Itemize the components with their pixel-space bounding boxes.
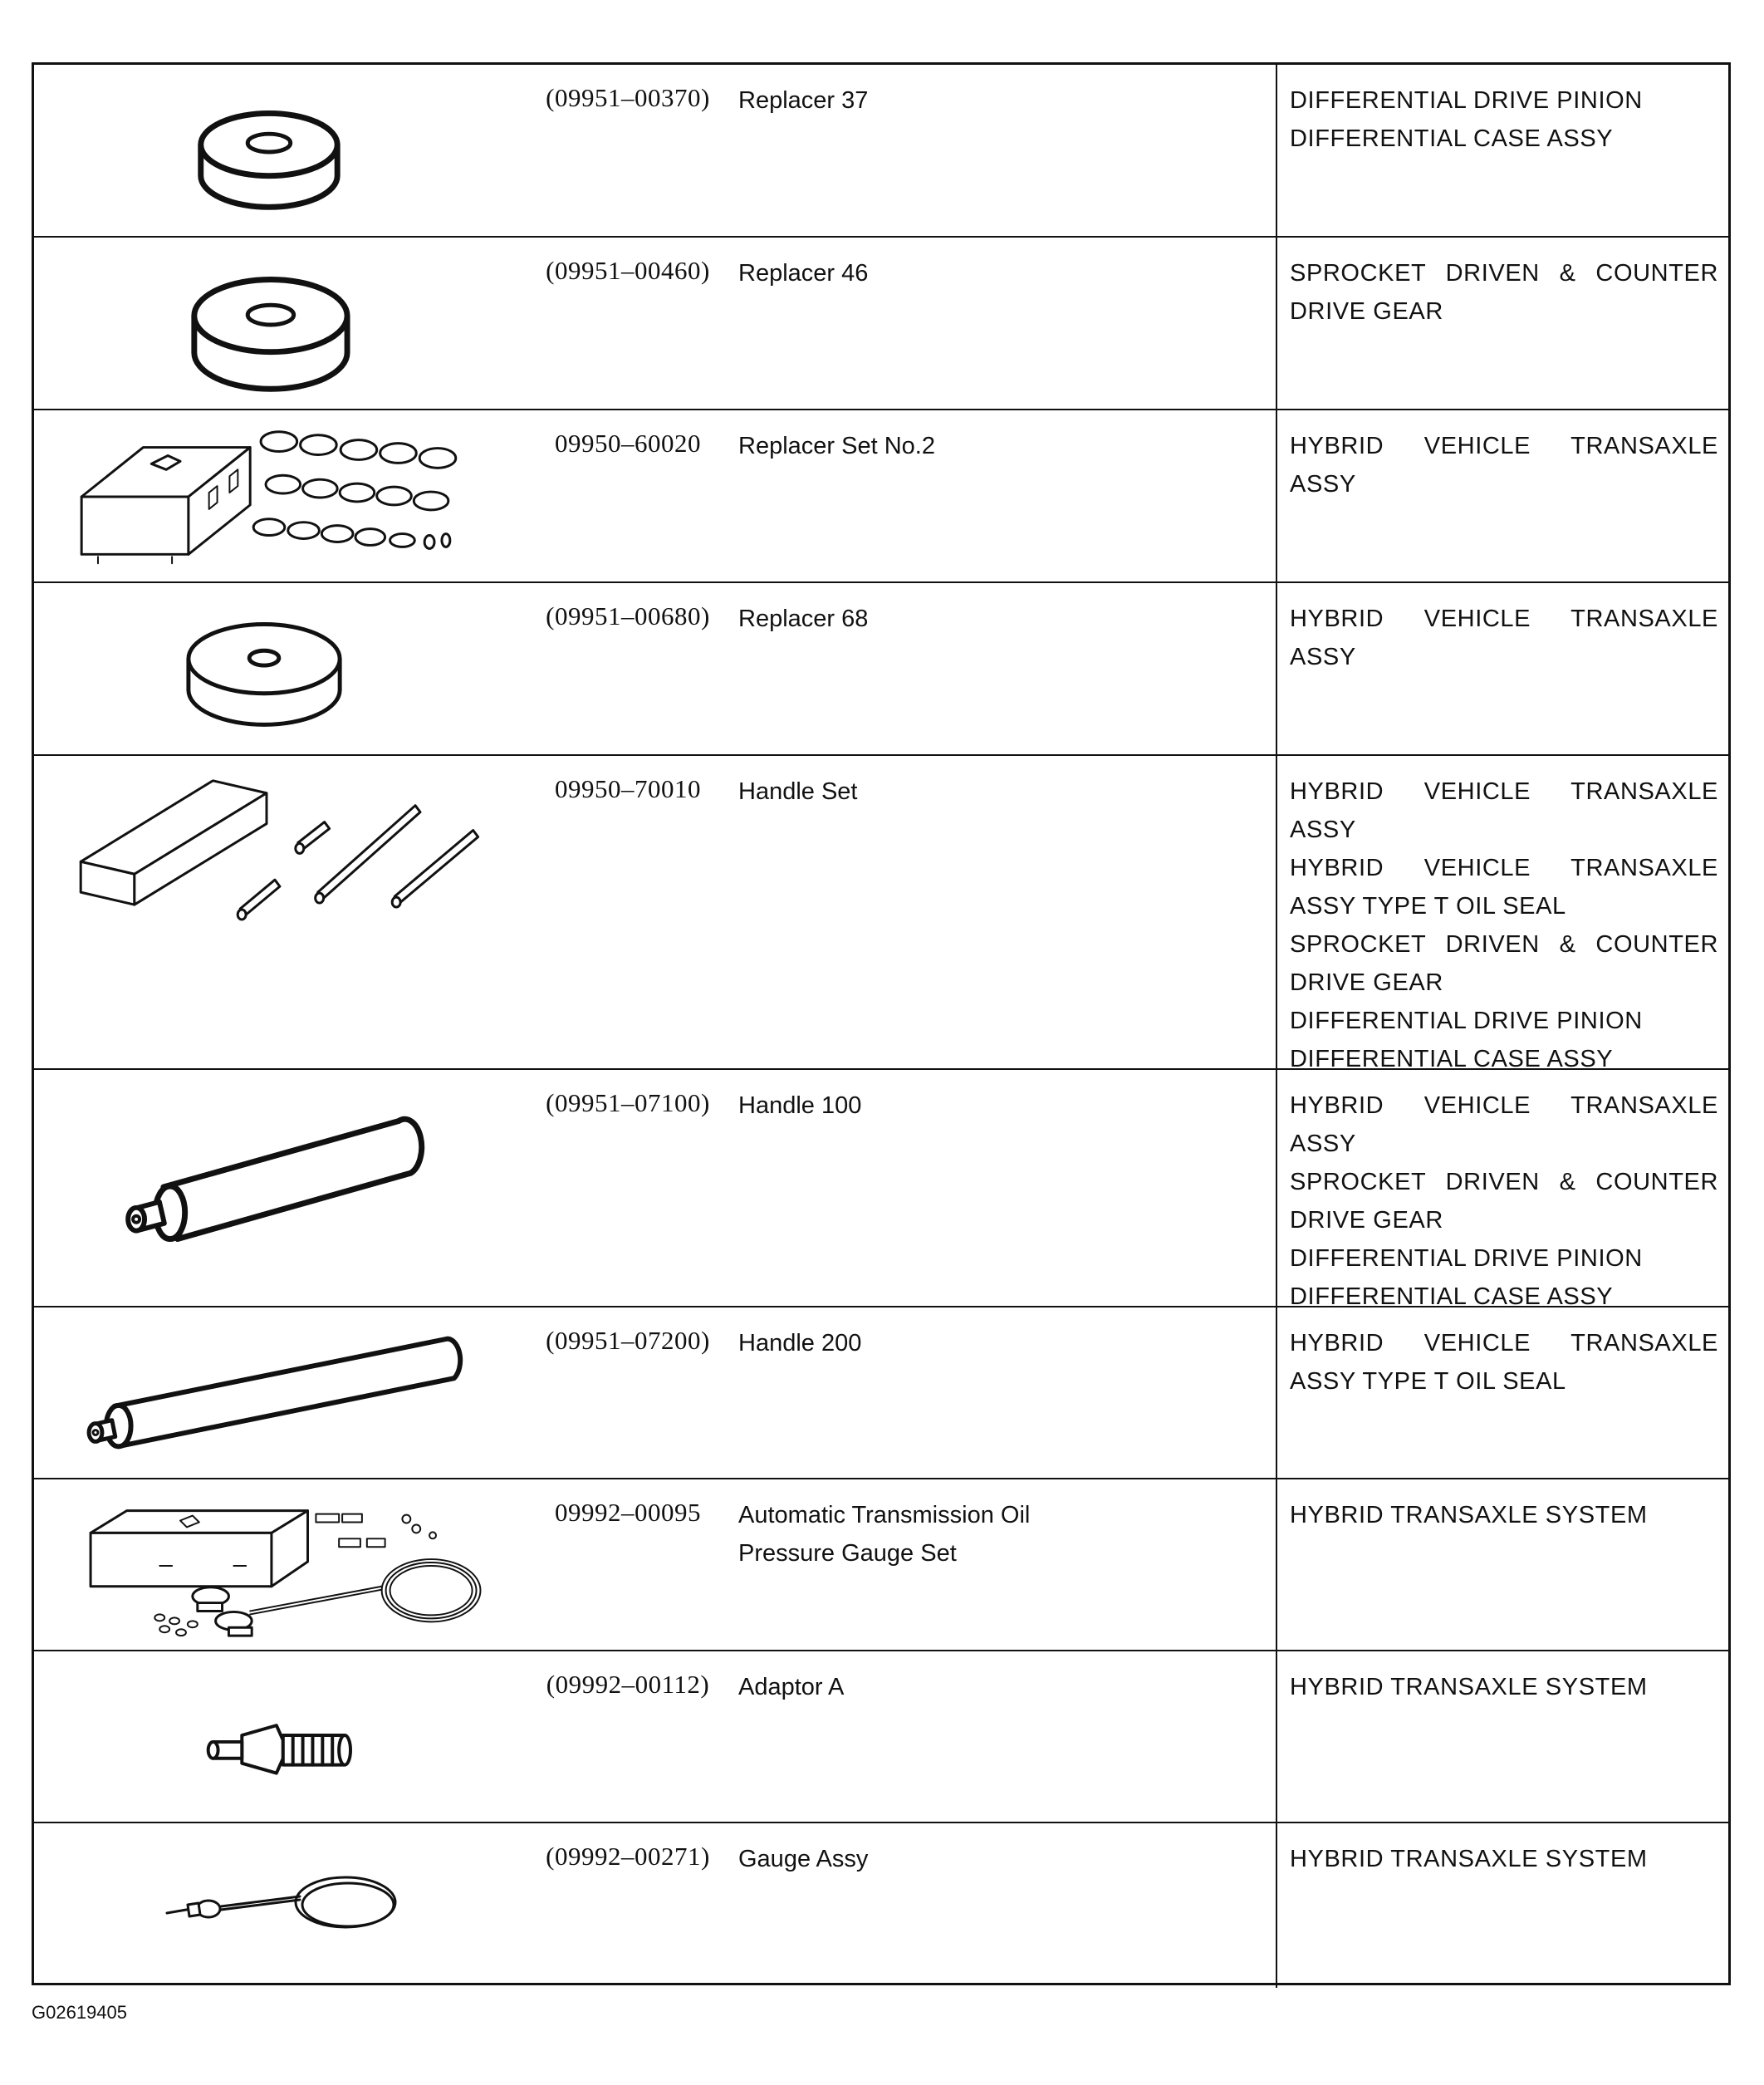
tool-name: [738, 1496, 1253, 1572]
usage-list: [1290, 600, 1718, 676]
usage-line: ASSY TYPE T OIL SEAL: [1290, 1368, 1566, 1395]
tool-name-line: Handle 200: [738, 1330, 862, 1356]
tool-name: [738, 254, 1253, 292]
tool-name: [738, 427, 1253, 465]
part-number: 09950–60020: [555, 429, 701, 458]
usage-list: [1290, 773, 1718, 1078]
usage-line: ASSY: [1290, 1131, 1356, 1157]
usage-list: [1290, 1324, 1718, 1401]
tool-name: [738, 81, 1253, 120]
part-number: (09951–00460): [546, 256, 710, 285]
table-row: [34, 583, 1728, 756]
usage-line: DRIVE GEAR: [1290, 969, 1443, 996]
figure-code: G02619405: [32, 2002, 127, 2023]
tool-name-line: Automatic Transmission Oil: [738, 1502, 1031, 1528]
usage-line: SPROCKET DRIVEN & COUNTER: [1290, 1169, 1718, 1195]
tool-name-line: Handle Set: [738, 778, 858, 805]
usage-line: SPROCKET DRIVEN & COUNTER: [1290, 260, 1718, 287]
usage-line: HYBRID VEHICLE TRANSAXLE: [1290, 1092, 1718, 1119]
tool-name: [738, 1324, 1253, 1362]
usage-line: HYBRID TRANSAXLE SYSTEM: [1290, 1846, 1648, 1872]
part-number: (09992–00112): [546, 1670, 710, 1699]
tool-name-line: Pressure Gauge Set: [738, 1540, 957, 1567]
usage-list: [1290, 427, 1718, 503]
usage-line: ASSY: [1290, 817, 1356, 843]
part-number: 09992–00095: [555, 1498, 701, 1527]
replacer-disc-icon: [34, 65, 499, 236]
usage-list: [1290, 1087, 1718, 1316]
handle-set-icon: [34, 756, 499, 1068]
usage-line: HYBRID VEHICLE TRANSAXLE: [1290, 855, 1718, 881]
usage-line: ASSY TYPE T OIL SEAL: [1290, 893, 1566, 920]
usage-line: DIFFERENTIAL DRIVE PINION: [1290, 1008, 1643, 1034]
table-row: [34, 1070, 1728, 1310]
usage-line: ASSY: [1290, 644, 1356, 670]
usage-line: ASSY: [1290, 471, 1356, 498]
tool-name-line: Gauge Assy: [738, 1846, 869, 1872]
usage-line: DRIVE GEAR: [1290, 298, 1443, 325]
part-number: (09951–00370): [546, 83, 710, 112]
table-row: [34, 756, 1728, 1070]
tool-name: [738, 600, 1253, 638]
tool-name: [738, 1668, 1253, 1706]
tool-table: [32, 62, 1731, 1985]
replacer-set-case-icon: [34, 410, 499, 581]
tool-name-line: Adaptor A: [738, 1674, 845, 1700]
usage-line: DIFFERENTIAL CASE ASSY: [1290, 1046, 1614, 1072]
usage-line: DIFFERENTIAL DRIVE PINION: [1290, 87, 1643, 114]
tool-name-line: Replacer 68: [738, 606, 869, 632]
replacer-disc-icon: [34, 583, 499, 754]
handle-long-icon: [34, 1307, 499, 1478]
usage-line: SPROCKET DRIVEN & COUNTER: [1290, 931, 1718, 958]
tool-name-line: Replacer 46: [738, 260, 869, 287]
usage-line: DIFFERENTIAL CASE ASSY: [1290, 1283, 1614, 1310]
part-number: 09950–70010: [555, 774, 701, 803]
usage-line: HYBRID VEHICLE TRANSAXLE: [1290, 1330, 1718, 1356]
usage-line: HYBRID VEHICLE TRANSAXLE: [1290, 606, 1718, 632]
usage-line: DIFFERENTIAL DRIVE PINION: [1290, 1245, 1643, 1272]
tool-name: [738, 773, 1253, 811]
usage-line: HYBRID VEHICLE TRANSAXLE: [1290, 778, 1718, 805]
usage-list: [1290, 81, 1718, 158]
tool-name-line: Handle 100: [738, 1092, 862, 1119]
usage-line: HYBRID TRANSAXLE SYSTEM: [1290, 1502, 1648, 1528]
table-row: [34, 238, 1728, 410]
usage-line: DIFFERENTIAL CASE ASSY: [1290, 125, 1614, 152]
part-number: (09951–00680): [546, 601, 710, 630]
table-row: [34, 1651, 1728, 1823]
tool-name: [738, 1840, 1253, 1878]
tool-name-line: Replacer 37: [738, 87, 869, 114]
tool-name-line: Replacer Set No.2: [738, 433, 935, 459]
handle-short-icon: [34, 1070, 499, 1306]
usage-line: DRIVE GEAR: [1290, 1207, 1443, 1234]
tool-name: [738, 1087, 1253, 1125]
adaptor-fitting-icon: [34, 1651, 499, 1822]
usage-list: [1290, 254, 1718, 331]
table-row: [34, 65, 1728, 238]
part-number: (09951–07100): [546, 1088, 710, 1117]
table-row: [34, 1479, 1728, 1651]
gauge-set-case-icon: [34, 1479, 499, 1650]
table-row: [34, 1307, 1728, 1479]
replacer-disc-icon: [34, 238, 499, 409]
usage-list: [1290, 1840, 1718, 1878]
part-number: (09951–07200): [546, 1326, 710, 1355]
gauge-hose-icon: [34, 1823, 499, 1988]
usage-line: HYBRID VEHICLE TRANSAXLE: [1290, 433, 1718, 459]
usage-list: [1290, 1668, 1718, 1706]
table-row: [34, 410, 1728, 583]
table-row: [34, 1823, 1728, 1988]
usage-list: [1290, 1496, 1718, 1534]
usage-line: HYBRID TRANSAXLE SYSTEM: [1290, 1674, 1648, 1700]
part-number: (09992–00271): [546, 1842, 710, 1871]
